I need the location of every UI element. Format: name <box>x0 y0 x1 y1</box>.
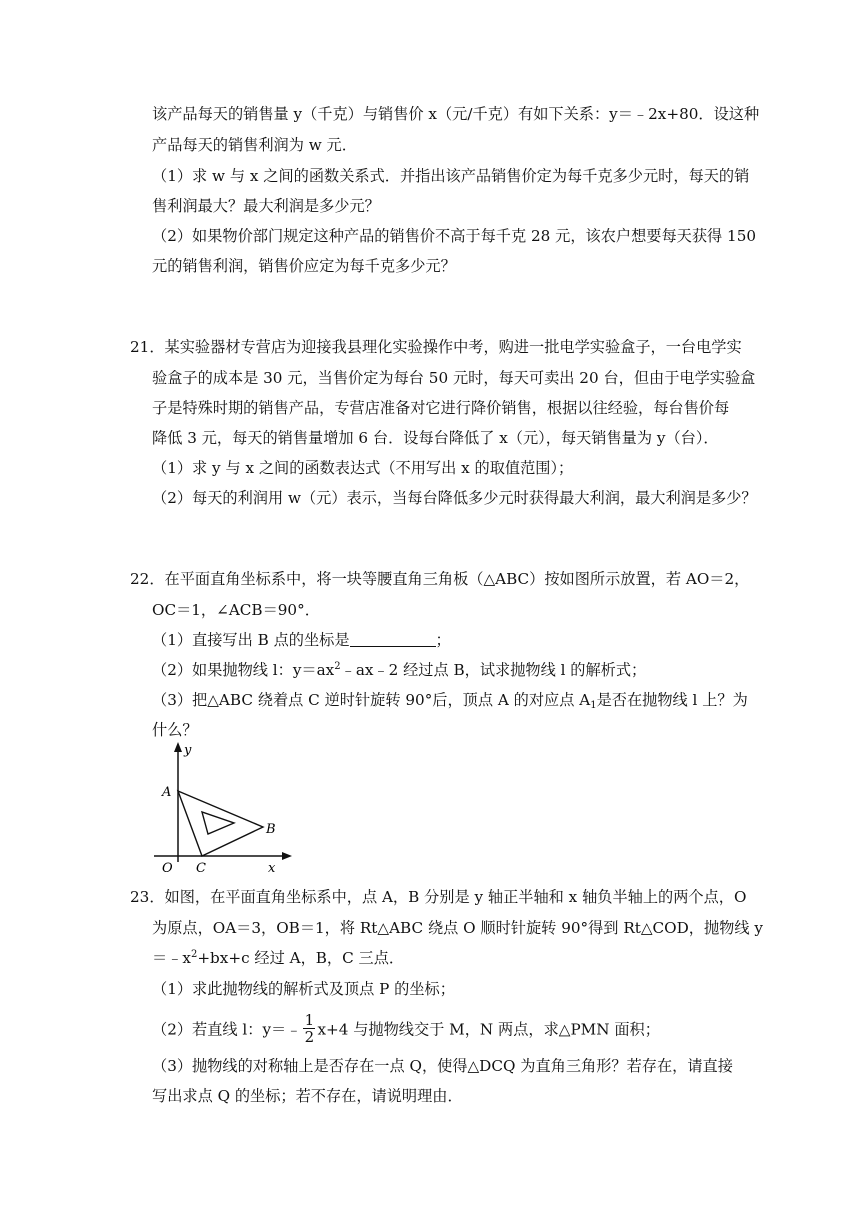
fraction-denominator: 2 <box>304 1028 315 1046</box>
y-axis-arrow <box>174 742 182 752</box>
label-x: x <box>268 861 276 875</box>
p23-line-3 <box>152 948 404 968</box>
p20-question-2a: （2）如果物价部门规定这种产品的销售价不高于每千克 28 元，该农户想要每天获得 150 <box>152 227 757 245</box>
p23-question-3a: （3）抛物线的对称轴上是否存在一点 Q，使得△DCQ 为直角三角形？若存在，请直接 <box>152 1057 733 1075</box>
p23-line-3-text: ＝﹣x <box>152 949 191 967</box>
p23-question-2 <box>152 1011 660 1047</box>
p23-line-2: 为原点，OA＝3，OB＝1，将 Rt△ABC 绕点 O 顺时针旋转 90°得到 Rt△COD，抛物线 y <box>152 919 763 937</box>
x-axis-arrow <box>282 852 292 860</box>
p23-question-3b: 写出求点 Q 的坐标；若不存在，请说明理由． <box>152 1087 463 1105</box>
triangle-abc <box>178 791 263 856</box>
exponent: 2 <box>334 661 341 672</box>
p22-question-3a <box>152 690 748 710</box>
p21-question-2: （2）每天的利润用 w（元）表示，当每台降低多少元时获得最大利润，最大利润是多少？ <box>152 489 757 507</box>
p22-q2-text: （2）如果抛物线 l：y＝ax <box>152 661 335 679</box>
p22-q2-text-end: ﹣ax﹣2 经过点 B，试求抛物线 l 的解析式； <box>340 661 647 679</box>
exponent: 2 <box>190 949 198 960</box>
p22-q3-text: （3）把△ABC 绕着点 C 逆时针旋转 90°后，顶点 A 的对应点 A <box>152 691 591 709</box>
p23-q2-text-end: x+4 与抛物线交于 M，N 两点，求△PMN 面积； <box>317 1020 660 1039</box>
p21-line-1: 21．某实验器材专营店为迎接我县理化实验操作中考，购进一批电学实验盒子，一台电学实 <box>130 338 742 356</box>
label-c: C <box>196 861 206 875</box>
p21-question-1: （1）求 y 与 x 之间的函数表达式（不用写出 x 的取值范围）； <box>152 459 574 477</box>
label-o: O <box>162 861 173 875</box>
fraction <box>303 1012 315 1045</box>
p22-line-1: 22．在平面直角坐标系中，将一块等腰直角三角板（△ABC）按如图所示放置，若 AO＝2， <box>130 570 750 588</box>
p23-line-3-text-end: +bx+c 经过 A，B，C 三点． <box>197 949 405 967</box>
answer-blank <box>350 632 436 647</box>
p21-line-3: 子是特殊时期的销售产品，专营店准备对它进行降价销售，根据以往经验，每台售价每 <box>152 399 730 417</box>
label-b: B <box>266 822 276 837</box>
p20-question-1b: 售利润最大？最大利润是多少元？ <box>152 197 380 215</box>
p20-question-2b: 元的销售利润，销售价应定为每千克多少元？ <box>152 257 456 275</box>
fraction-numerator: 1 <box>304 1011 315 1029</box>
p20-line-2: 产品每天的销售利润为 w 元． <box>152 136 357 154</box>
p22-q3-text-end: 是否在抛物线 l 上？为 <box>596 691 748 709</box>
triangle-figure <box>148 740 298 875</box>
p20-question-1a: （1）求 w 与 x 之间的函数关系式．并指出该产品销售价定为每千克多少元时，每天的销 <box>152 167 750 185</box>
subscript: 1 <box>590 700 597 711</box>
p23-line-1: 23．如图，在平面直角坐标系中，点 A，B 分别是 y 轴正半轴和 x 轴负半轴上的两个点，O <box>130 888 747 906</box>
p23-q2-text: （2）若直线 l：y＝﹣ <box>152 1020 302 1039</box>
p23-question-1: （1）求此抛物线的解析式及顶点 P 的坐标； <box>152 980 455 998</box>
p22-question-3b: 什么？ <box>152 721 198 739</box>
inner-triangle <box>202 812 234 834</box>
p22-question-2 <box>152 660 646 680</box>
label-a: A <box>162 785 172 800</box>
p22-line-2: OC＝1，∠ACB＝90°． <box>152 601 320 619</box>
p21-line-2: 验盒子的成本是 30 元，当售价定为每台 50 元时，每天可卖出 20 台，但由于电学实验盒 <box>152 369 756 387</box>
label-y: y <box>184 743 192 758</box>
p20-line-1: 该产品每天的销售量 y（千克）与销售价 x（元/千克）有如下关系：y＝﹣2x+80．设这种 <box>152 105 760 123</box>
p22-q1-text: （1）直接写出 B 点的坐标是 <box>152 631 350 649</box>
p21-line-4: 降低 3 元，每天的销售量增加 6 台．设每台降低了 x（元），每天销售量为 y（台）． <box>152 429 719 447</box>
p22-question-1 <box>152 630 451 650</box>
p22-q1-end: ； <box>435 631 451 649</box>
